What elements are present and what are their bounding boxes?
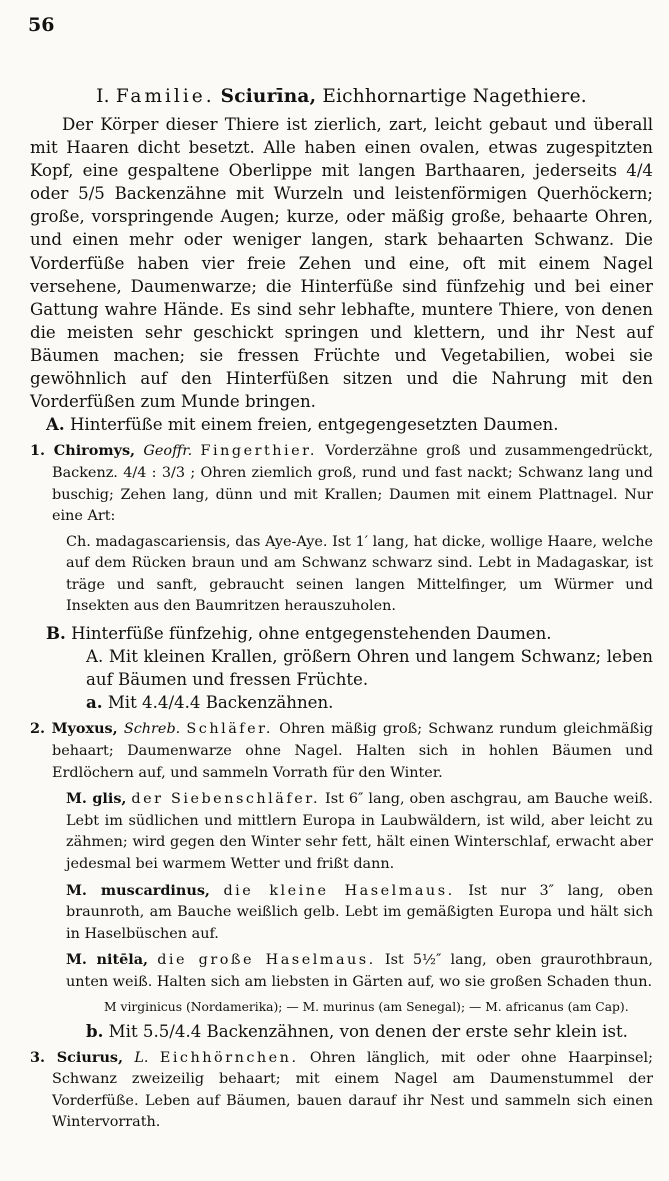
genus-sciurus: 3. Sciurus, L. Eichhörnchen. Ohren länglich, mit oder ohne Haarpinsel; Schwanz zweizeilig behaart; mit einem Nagel am Daumenstummel der Vorderfüße. Leben auf Bäumen, bauen darauf ihr Nest und sammeln sich einen Wintervorrath. [30,1048,654,1131]
species-minor-list: M virginicus (Nordamerika); — M. murinus (am Senegal); — M. africanus (am Cap). [104,999,629,1014]
subsection-b: b. Mit 5.5/4.4 Backenzähnen, von denen der erste sehr klein ist. [86,1020,628,1041]
subsection-aa: A. Mit kleinen Krallen, größern Ohren und langem Schwanz; leben auf Bäumen und fressen Früchte. [86,647,653,690]
genus-myoxus: 2. Myoxus, Schreb. Schläfer. Ohren mäßig groß; Schwanz rundum gleichmäßig behaart; Daumenwarze ohne Nagel. Halten sich in hohlen Bäumen und Erdlöchern auf, und sammeln Vorrath für den Winter. [30,720,654,781]
family-german: Eichhornartige Nagethiere. [322,86,587,107]
species-myoxus-nitela: M. nitēla, die große Haselmaus. Ist 5½″ lang, oben graurothbraun, unten weiß. Halten sich am liebsten in Gärten auf, wo sie großen Schaden thun. [66,951,653,990]
family-name: Sciurīna, [220,86,317,107]
family-word: Familie. [115,86,215,107]
section-b-heading: B. Hinterfüße fünfzehig, ohne entgegenstehenden Daumen. [46,623,552,644]
page-number: 56 [28,14,55,36]
genus-chiromys: 1. Chiromys, Geoffr. Fingerthier. Vorderzähne groß und zusammengedrückt, Backenz. 4/4 : 3/3 ; Ohren ziemlich groß, rund und fast nackt; Schwanz lang und buschig; Zehen lang, dünn und mit Krallen; Daumen mit einem Plattnagel. Nur eine Art: [30,442,654,525]
section-a-heading: A. Hinterfüße mit einem freien, entgegengesetzten Daumen. [46,414,559,435]
intro-paragraph: Der Körper dieser Thiere ist zierlich, zart, leicht gebaut und überall mit Haaren dicht besetzt. Alle haben einen ovalen, etwas zugespitzten Kopf, eine gespaltene Oberlippe mit langen Barthaaren, jederseits 4/4 oder 5/5 Backenzähne mit Wurzeln und leistenförmigen Querhöckern; große, vorspringende Augen; kurze, oder mäßig große, behaarte Ohren, und einen mehr oder weniger langen, stark behaarten Schwanz. Die Vorderfüße haben vier freie Zehen und eine, oft mit einem Nagel versehene, Daumenwarze; die Hinterfüße sind fünfzehig und bei einer Gattung wahre Hände. Es sind sehr lebhafte, muntere Thiere, von denen die meisten sehr geschickt springen und klettern, und ihr Nest auf Bäumen machen; sie fressen Früchte und Vegetabilien, wobei sie gewöhnlich auf den Hinterfüßen sitzen und die Nahrung mit den Vorderfüßen zum Munde bringen. [30,115,653,412]
subsection-a: a. Mit 4.4/4.4 Backenzähnen. [86,692,334,713]
family-heading [30,86,653,107]
species-myoxus-muscardinus: M. muscardinus, die kleine Haselmaus. Ist nur 3″ lang, oben braunroth, am Bauche weißlich gelb. Lebt im gemäßigten Europa und hält sich in Haselbüschen auf. [66,881,654,942]
species-aye-aye: Ch. madagascariensis, das Aye-Aye. Ist 1′ lang, hat dicke, wollige Haare, welche auf dem Rücken braun und am Schwanz schwarz sind. Lebt in Madagaskar, ist träge und sanft, gebraucht seinen langen Mittelfinger, um Würmer und Insekten aus den Baumritzen herauszuholen. [66,533,653,615]
family-number: I. [96,86,110,107]
species-myoxus-glis: M. glis, der Siebenschläfer. Ist 6″ lang, oben aschgrau, am Bauche weiß. Lebt im südlichen und mittlern Europa in Laubwäldern, ist wild, aber leicht zu zähmen; wird gegen den Winter sehr fett, hält einen Winterschlaf, erwacht aber jedesmal bei warmem Wetter und frißt dann. [66,790,653,872]
